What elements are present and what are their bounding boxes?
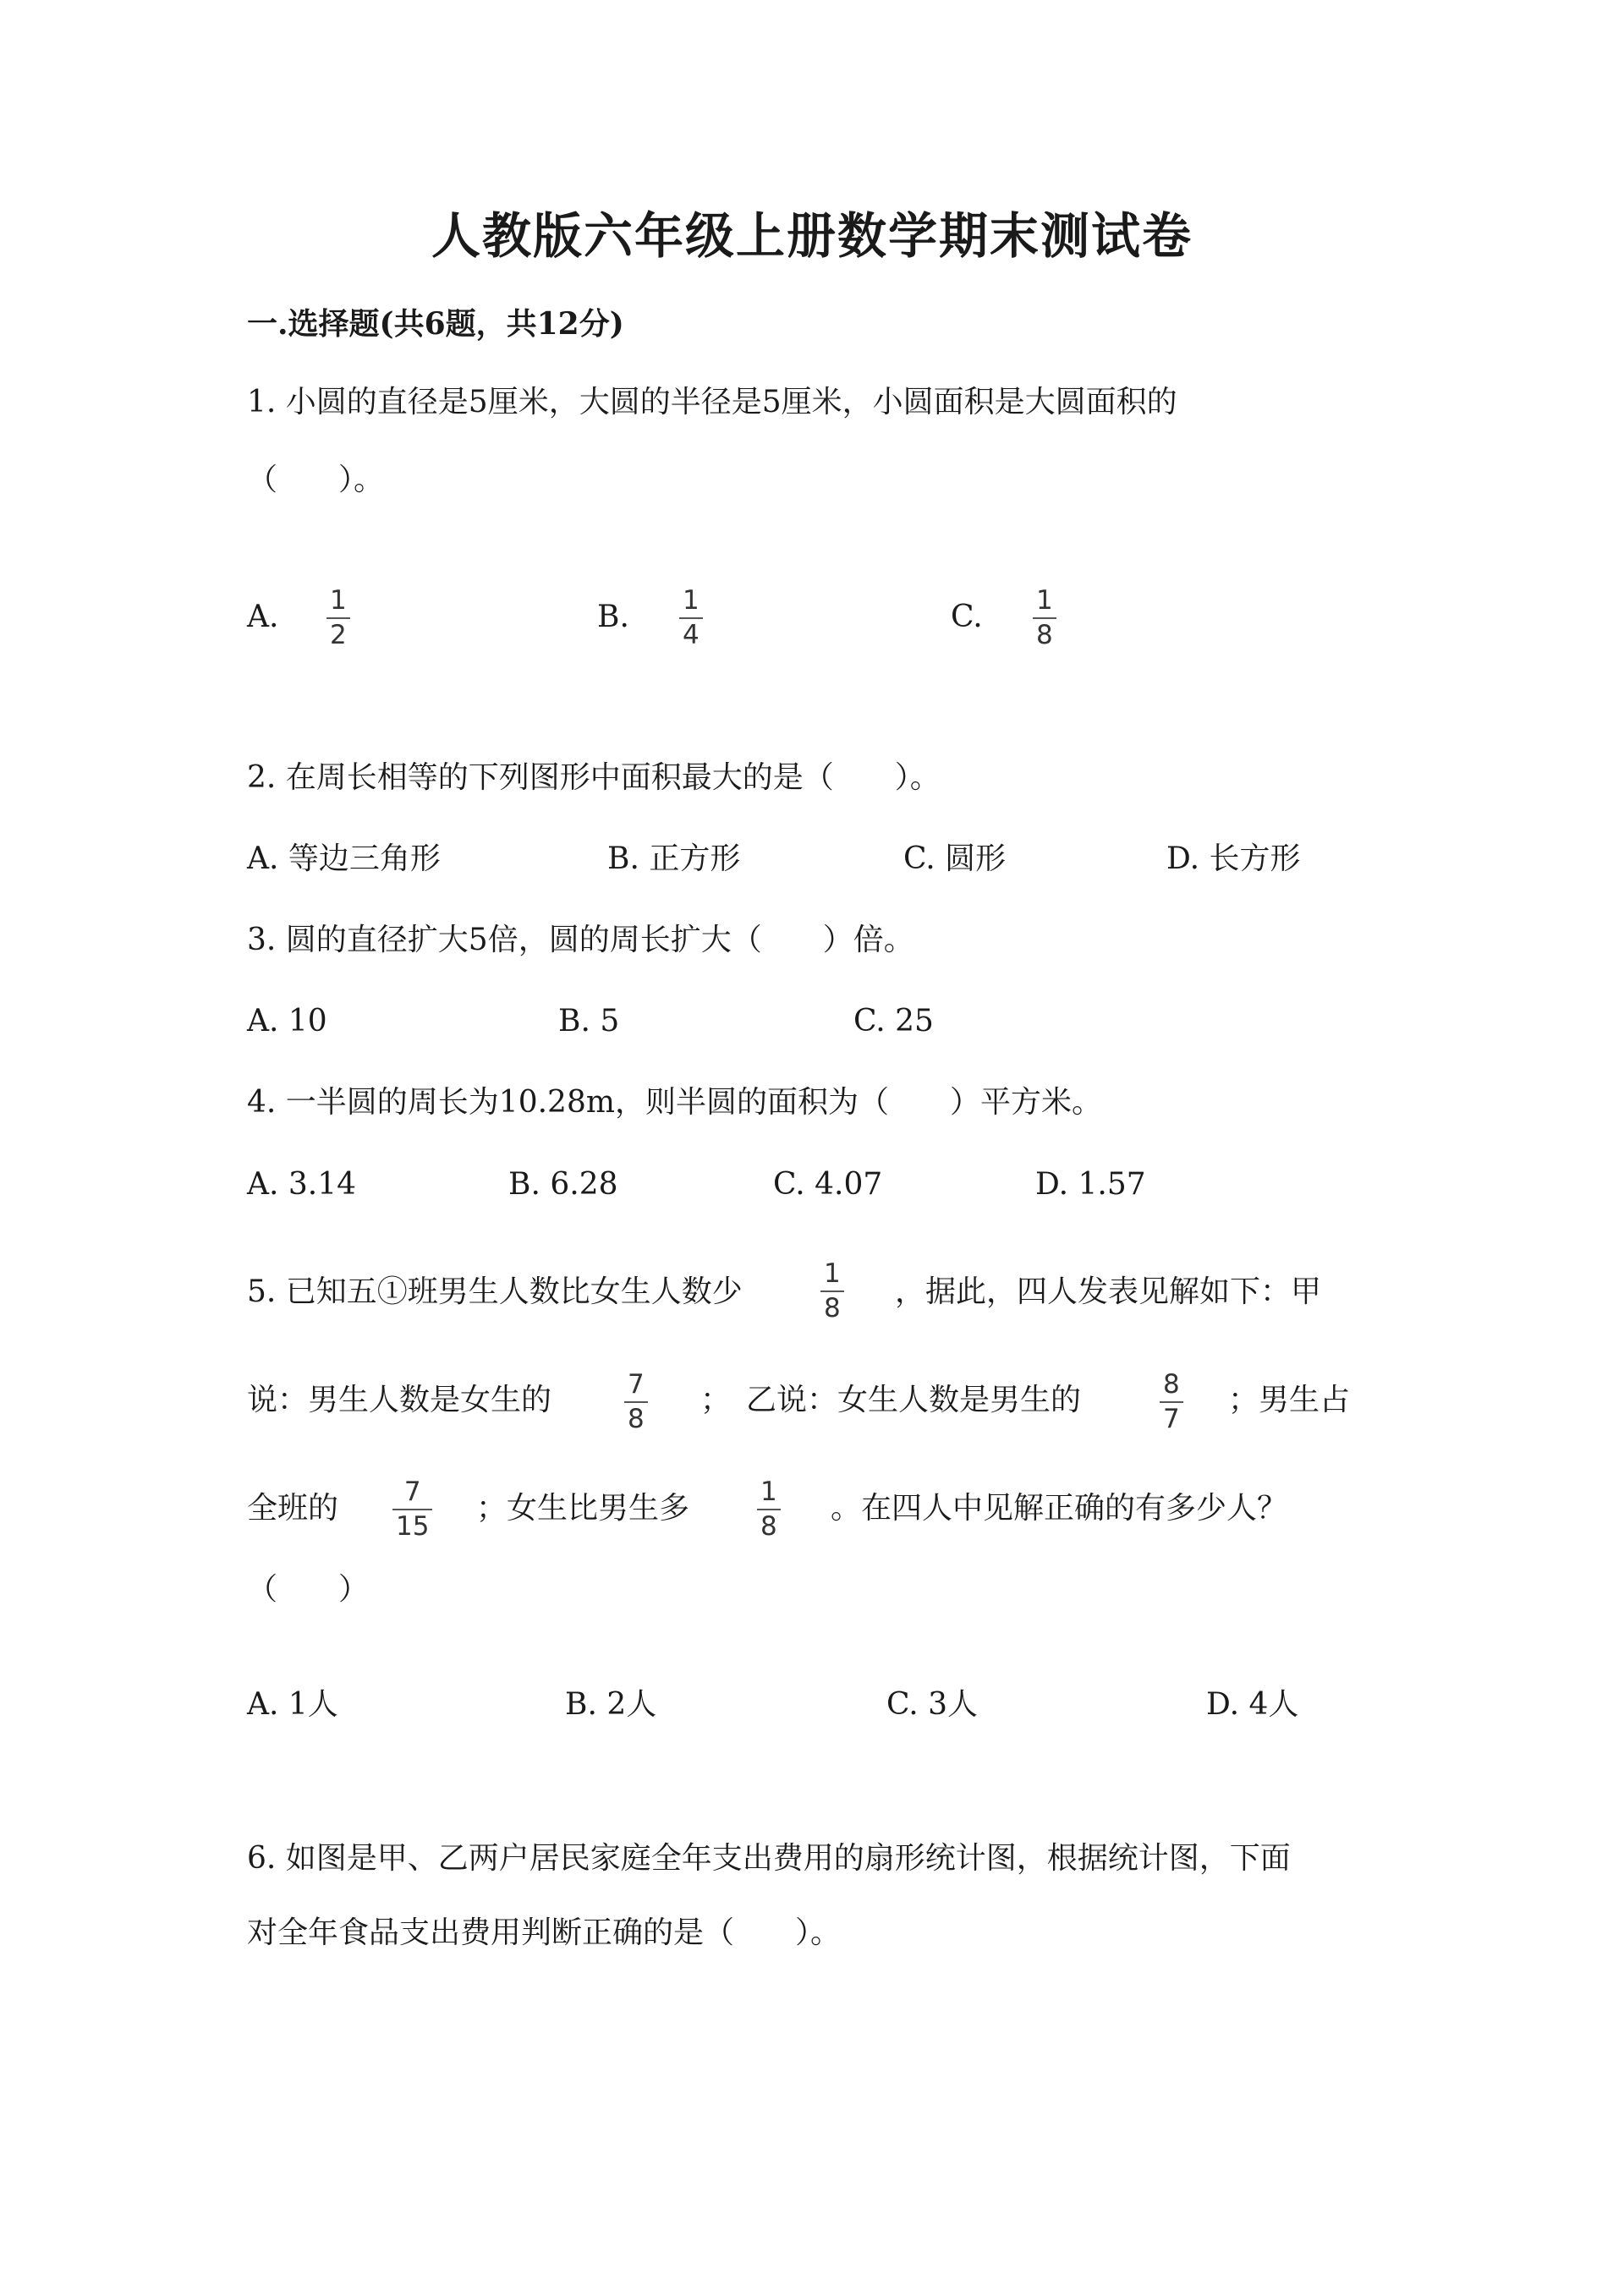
question-5-line-2a: 说：男生人数是女生的 bbox=[247, 1383, 552, 1417]
q2-option-b: B. 正方形 bbox=[607, 841, 741, 876]
fraction-denominator: 15 bbox=[396, 1511, 430, 1542]
q5-fraction-5 bbox=[757, 1479, 781, 1540]
q1-option-c-label: C. bbox=[951, 600, 983, 634]
q5-fraction-1 bbox=[820, 1258, 844, 1323]
question-5-line-1b: ，据此，四人发表见解如下：甲 bbox=[895, 1274, 1322, 1309]
question-6-text-cont: 对全年食品支出费用判断正确的是（ ）。 bbox=[247, 1915, 842, 1950]
question-5-blank: （ ） bbox=[247, 1572, 370, 1607]
question-6-text: 6. 如图是甲、乙两户居民家庭全年支出费用的扇形统计图，根据统计图，下面 bbox=[247, 1841, 1291, 1876]
fraction-numerator: 7 bbox=[403, 1477, 421, 1507]
q5-option-d: D. 4人 bbox=[1206, 1687, 1299, 1722]
question-4-text: 4. 一半圆的周长为10.28m，则半圆的面积为（ ）平方米。 bbox=[247, 1085, 1102, 1120]
fraction-denominator: 2 bbox=[330, 620, 347, 650]
q3-option-a: A. 10 bbox=[247, 1004, 327, 1038]
question-5-line-3c: 。在四人中见解正确的有多少人？ bbox=[831, 1491, 1288, 1526]
fraction-numerator: 1 bbox=[1036, 585, 1053, 616]
q1-option-b-fraction bbox=[679, 585, 703, 650]
q4-option-a: A. 3.14 bbox=[247, 1167, 357, 1202]
fraction-numerator: 1 bbox=[683, 585, 700, 616]
question-5-line-3a: 全班的 bbox=[247, 1491, 339, 1526]
q4-option-b: B. 6.28 bbox=[508, 1167, 618, 1202]
question-5-line-1a: 5. 已知五①班男生人数比女生人数少 bbox=[247, 1274, 743, 1309]
fraction-numerator: 7 bbox=[628, 1369, 645, 1400]
fraction-denominator: 7 bbox=[1163, 1404, 1180, 1434]
fraction-denominator: 4 bbox=[683, 620, 700, 650]
question-5-line-2c: ；男生占 bbox=[1228, 1383, 1351, 1417]
question-3-text: 3. 圆的直径扩大5倍，圆的周长扩大（ ）倍。 bbox=[247, 923, 914, 957]
fraction-numerator: 1 bbox=[824, 1258, 841, 1289]
question-2-text: 2. 在周长相等的下列图形中面积最大的是（ ）。 bbox=[247, 760, 941, 795]
page-title: 人教版六年级上册数学期末测试卷 bbox=[431, 207, 1193, 265]
fraction-numerator: 1 bbox=[760, 1477, 777, 1507]
q2-option-a: A. 等边三角形 bbox=[247, 841, 441, 876]
q2-option-c: C. 圆形 bbox=[903, 841, 1007, 876]
question-5-line-2b: ； 乙说：女生人数是男生的 bbox=[700, 1383, 1082, 1417]
fraction-denominator: 8 bbox=[760, 1511, 777, 1542]
q3-option-c: C. 25 bbox=[853, 1004, 934, 1038]
q5-fraction-2 bbox=[624, 1369, 648, 1434]
q1-option-c-fraction bbox=[1033, 585, 1056, 650]
question-1-text: 1. 小圆的直径是5厘米，大圆的半径是5厘米，小圆面积是大圆面积的 bbox=[247, 385, 1177, 419]
q5-option-b: B. 2人 bbox=[565, 1687, 657, 1722]
question-1-blank: （ ）。 bbox=[247, 463, 385, 497]
fraction-numerator: 1 bbox=[330, 585, 347, 616]
q5-option-a: A. 1人 bbox=[247, 1687, 338, 1722]
section-heading: 一.选择题(共6题，共12分) bbox=[247, 306, 624, 342]
fraction-denominator: 8 bbox=[628, 1404, 645, 1434]
q5-fraction-3 bbox=[1160, 1369, 1183, 1434]
q5-fraction-4 bbox=[392, 1479, 432, 1540]
q5-option-c: C. 3人 bbox=[886, 1687, 979, 1722]
q2-option-d: D. 长方形 bbox=[1166, 841, 1301, 876]
q1-option-a-fraction bbox=[326, 585, 350, 650]
q4-option-c: C. 4.07 bbox=[773, 1167, 883, 1202]
q1-option-a-label: A. bbox=[247, 600, 279, 634]
fraction-numerator: 8 bbox=[1163, 1369, 1180, 1400]
q1-option-b-label: B. bbox=[597, 600, 629, 634]
fraction-denominator: 8 bbox=[1036, 620, 1053, 650]
q4-option-d: D. 1.57 bbox=[1035, 1167, 1146, 1202]
fraction-denominator: 8 bbox=[824, 1293, 841, 1323]
question-5-line-3b: ；女生比男生多 bbox=[476, 1491, 690, 1526]
q3-option-b: B. 5 bbox=[558, 1004, 620, 1038]
